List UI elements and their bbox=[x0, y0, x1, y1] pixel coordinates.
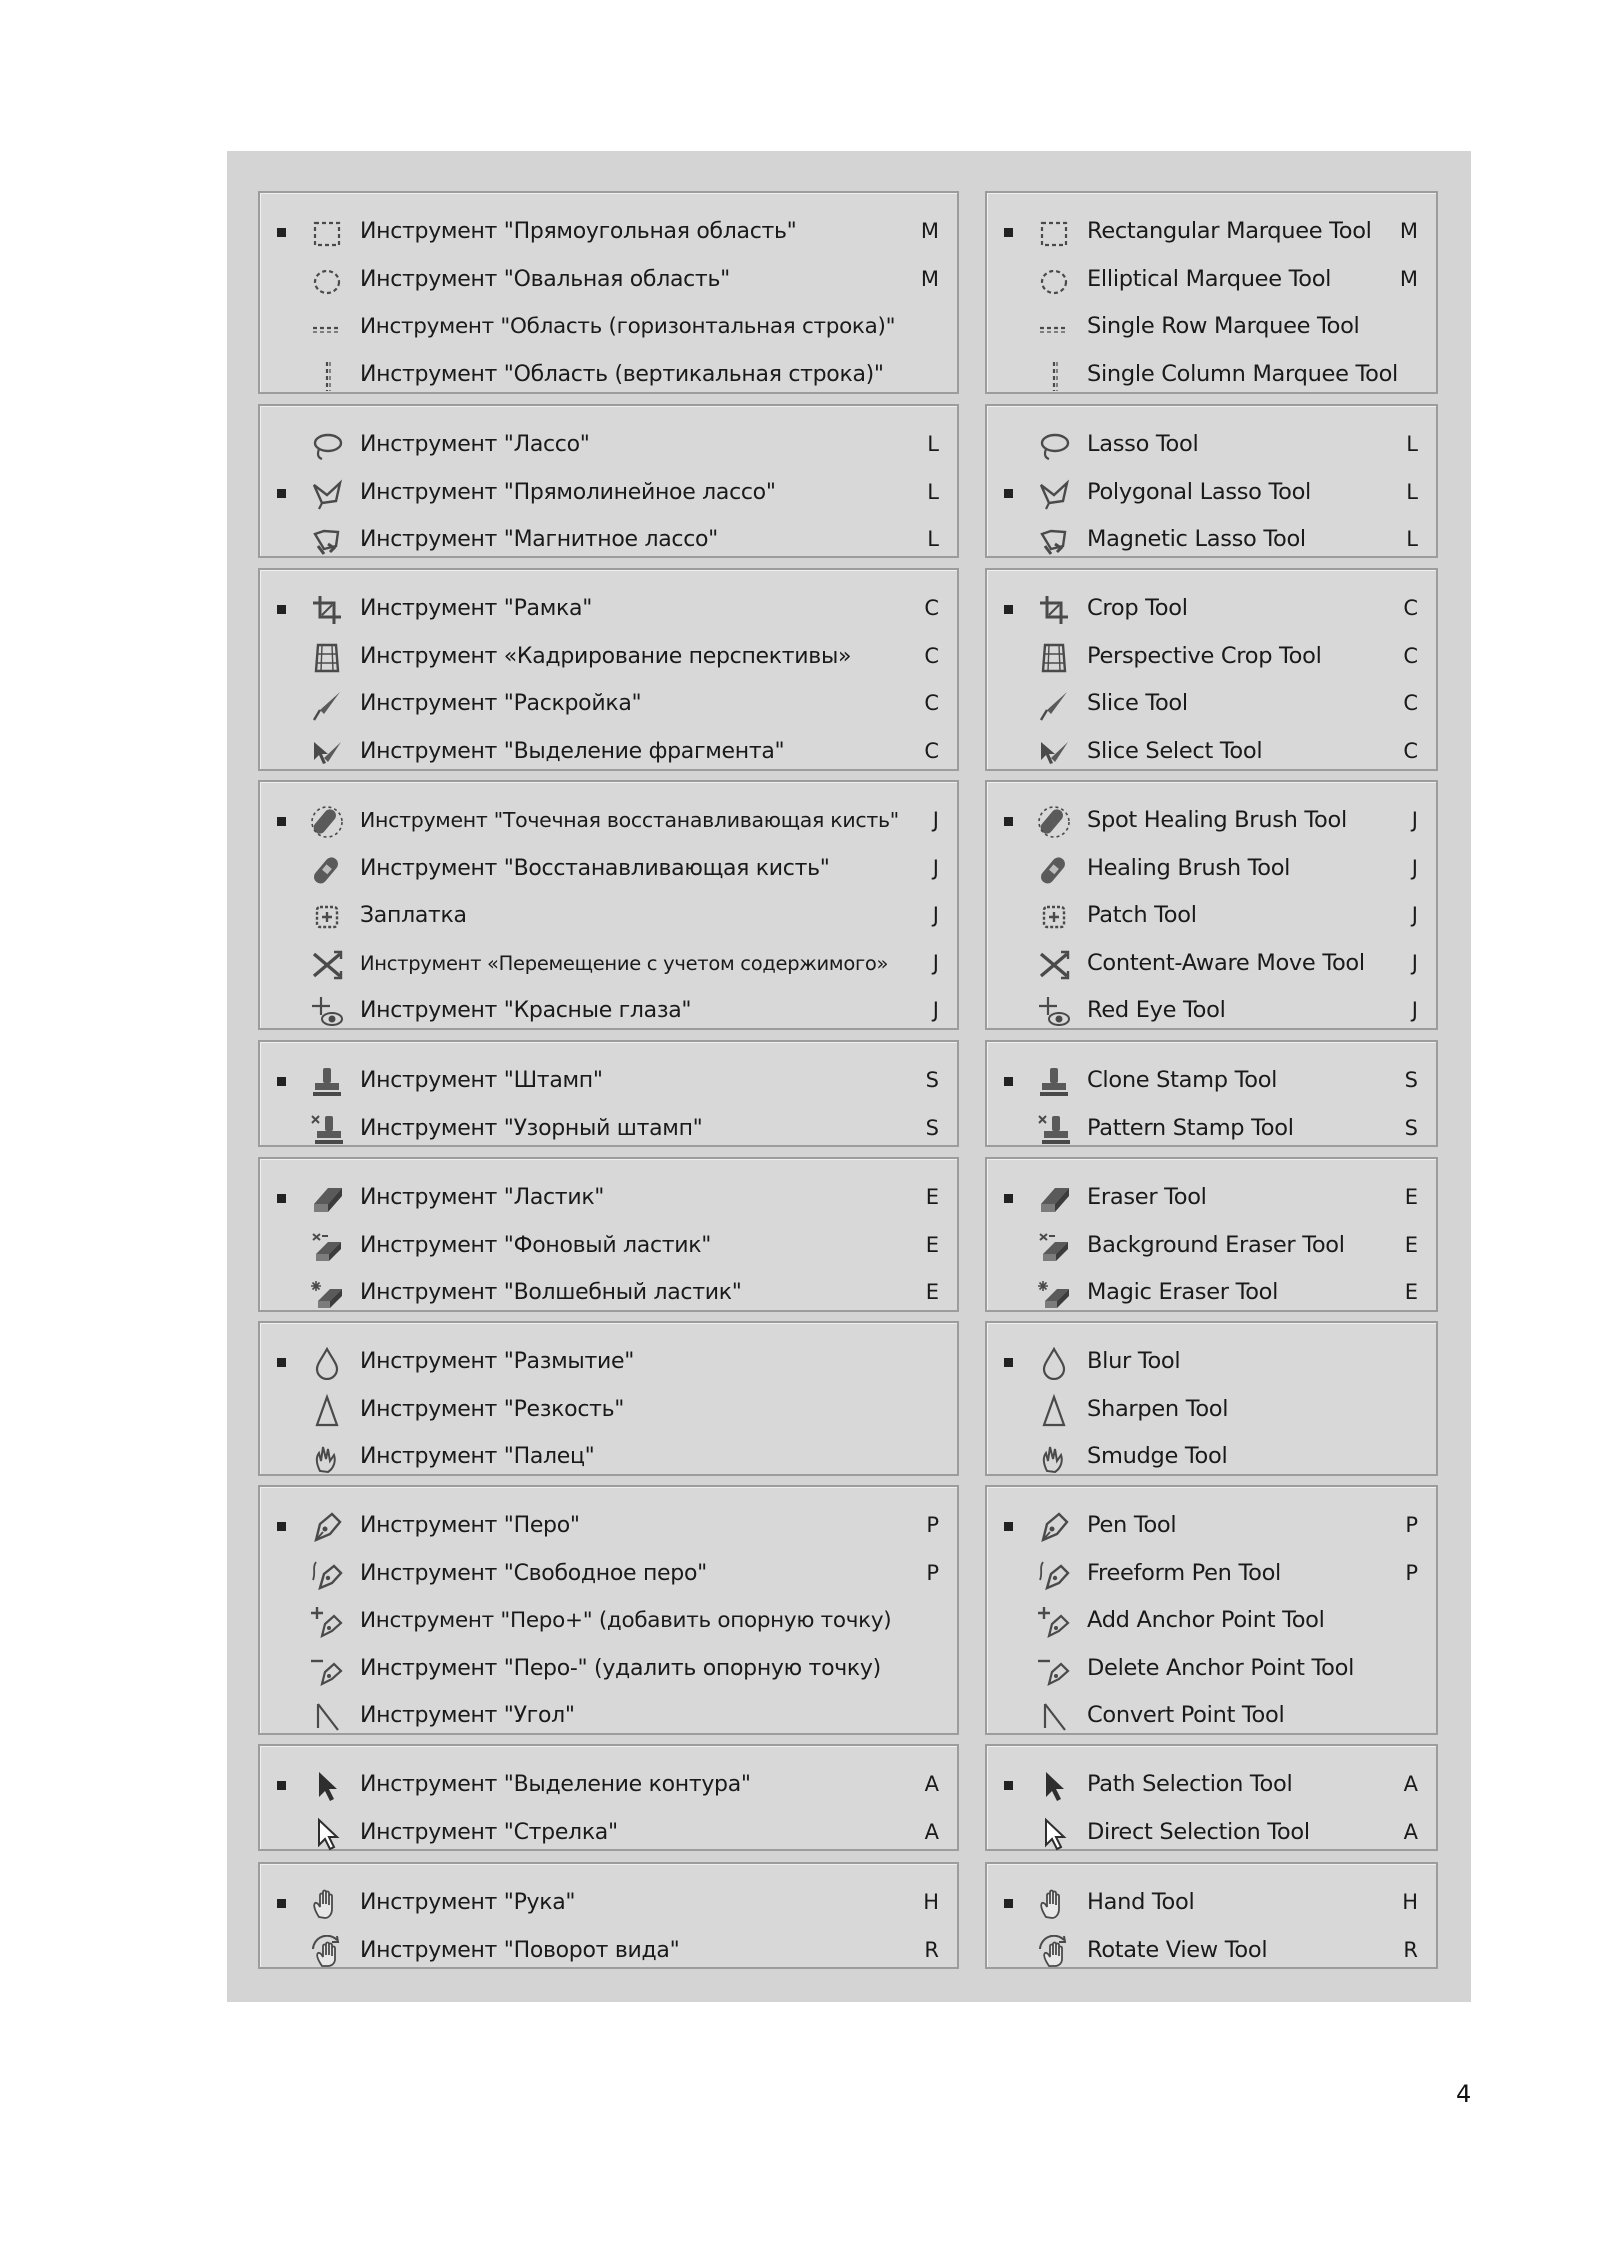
perspective-crop-icon bbox=[308, 639, 346, 677]
magic-eraser-icon bbox=[1035, 1275, 1073, 1313]
active-tool-marker bbox=[277, 1522, 286, 1531]
tool-group bbox=[258, 404, 959, 558]
spot-healing-brush-icon bbox=[1035, 803, 1073, 841]
active-tool-marker bbox=[277, 605, 286, 614]
path-selection-icon bbox=[308, 1767, 346, 1805]
tool-row[interactable] bbox=[260, 987, 957, 1034]
tool-label: Add Anchor Point Tool bbox=[1087, 1607, 1325, 1633]
rectangular-marquee-icon bbox=[308, 214, 346, 252]
tool-row[interactable] bbox=[260, 1502, 957, 1549]
tool-label: Rectangular Marquee Tool bbox=[1087, 218, 1372, 244]
tool-row[interactable] bbox=[987, 256, 1436, 303]
tool-row[interactable] bbox=[987, 1502, 1436, 1549]
tool-label: Crop Tool bbox=[1087, 595, 1188, 621]
tool-label: Lasso Tool bbox=[1087, 431, 1199, 457]
tool-label: Инструмент "Угол" bbox=[360, 1703, 575, 1728]
eraser-icon bbox=[1035, 1180, 1073, 1218]
tool-group bbox=[985, 1744, 1438, 1851]
patch-icon bbox=[1035, 898, 1073, 936]
rotate-view-icon bbox=[1035, 1933, 1073, 1971]
tool-label: Sharpen Tool bbox=[1087, 1395, 1229, 1422]
add-anchor-point-icon bbox=[308, 1603, 346, 1641]
active-tool-marker bbox=[1004, 1781, 1013, 1790]
shortcut-key: S bbox=[1404, 1115, 1418, 1140]
active-tool-marker bbox=[1004, 605, 1013, 614]
tool-label: Magnetic Lasso Tool bbox=[1087, 526, 1306, 552]
shortcut-key: M bbox=[1399, 219, 1418, 243]
tool-label: Инструмент "Область (вертикальная строка)" bbox=[360, 361, 884, 387]
tool-label: Patch Tool bbox=[1087, 902, 1197, 928]
crop-icon bbox=[308, 591, 346, 629]
tool-row[interactable] bbox=[987, 845, 1436, 892]
shortcut-key: C bbox=[1403, 691, 1418, 715]
pattern-stamp-icon bbox=[1035, 1111, 1073, 1149]
shortcut-key: A bbox=[1403, 1819, 1418, 1844]
perspective-crop-icon bbox=[1035, 639, 1073, 677]
shortcut-key: J bbox=[1411, 950, 1418, 975]
active-tool-marker bbox=[1004, 817, 1013, 826]
tool-row[interactable] bbox=[260, 1057, 957, 1104]
shortcut-key: E bbox=[925, 1232, 939, 1257]
shortcut-key: J bbox=[932, 950, 939, 975]
tool-group bbox=[985, 1321, 1438, 1476]
shortcut-key: A bbox=[1403, 1772, 1418, 1796]
magnetic-lasso-icon bbox=[1035, 522, 1073, 560]
tool-label: Инструмент "Раскройка" bbox=[360, 691, 642, 716]
spot-healing-brush-icon bbox=[308, 803, 346, 841]
content-aware-move-icon bbox=[308, 946, 346, 984]
tool-label: Magic Eraser Tool bbox=[1087, 1279, 1279, 1305]
tool-label: Path Selection Tool bbox=[1087, 1771, 1293, 1797]
tool-group bbox=[258, 1040, 959, 1147]
tool-label: Инструмент "Ластик" bbox=[360, 1185, 605, 1210]
tool-row[interactable] bbox=[987, 1761, 1436, 1808]
tool-row[interactable] bbox=[987, 303, 1436, 350]
shortcut-key: L bbox=[927, 432, 939, 456]
blur-icon bbox=[1035, 1344, 1073, 1382]
shortcut-key: L bbox=[1406, 432, 1418, 456]
convert-point-icon bbox=[1035, 1698, 1073, 1736]
tool-row[interactable] bbox=[260, 1597, 957, 1644]
tool-row[interactable] bbox=[260, 1338, 957, 1385]
tool-row[interactable] bbox=[260, 680, 957, 727]
active-tool-marker bbox=[277, 1781, 286, 1790]
tool-row[interactable] bbox=[987, 516, 1436, 563]
slice-icon bbox=[1035, 686, 1073, 724]
tool-label: Direct Selection Tool bbox=[1087, 1818, 1310, 1845]
tool-label: Инструмент "Фоновый ластик" bbox=[360, 1232, 712, 1258]
tool-row[interactable] bbox=[260, 1692, 957, 1739]
tool-row[interactable] bbox=[987, 1597, 1436, 1644]
direct-selection-icon bbox=[1035, 1815, 1073, 1853]
tool-row[interactable] bbox=[260, 1174, 957, 1221]
tool-row[interactable] bbox=[260, 585, 957, 632]
single-row-marquee-icon bbox=[1035, 309, 1073, 347]
tool-group bbox=[985, 1485, 1438, 1735]
page-number: 4 bbox=[1456, 2080, 1472, 2108]
freeform-pen-icon bbox=[1035, 1556, 1073, 1594]
tool-row[interactable] bbox=[987, 1809, 1436, 1856]
shortcut-key: C bbox=[1403, 738, 1418, 763]
tool-row[interactable] bbox=[987, 1338, 1436, 1385]
tool-label: Rotate View Tool bbox=[1087, 1936, 1268, 1963]
tool-row[interactable] bbox=[987, 469, 1436, 516]
tool-group bbox=[258, 1157, 959, 1312]
clone-stamp-icon bbox=[308, 1063, 346, 1101]
tool-row[interactable] bbox=[987, 585, 1436, 632]
red-eye-icon bbox=[1035, 993, 1073, 1031]
sharpen-icon bbox=[308, 1392, 346, 1430]
shortcut-key: R bbox=[924, 1937, 939, 1962]
slice-icon bbox=[308, 686, 346, 724]
tool-group bbox=[985, 1157, 1438, 1312]
red-eye-icon bbox=[308, 993, 346, 1031]
hand-icon bbox=[1035, 1885, 1073, 1923]
tool-row[interactable] bbox=[987, 351, 1436, 398]
tool-row[interactable] bbox=[260, 1809, 957, 1856]
shortcut-key: A bbox=[924, 1819, 939, 1844]
active-tool-marker bbox=[277, 489, 286, 498]
shortcut-key: S bbox=[1404, 1068, 1418, 1092]
shortcut-key: E bbox=[1404, 1232, 1418, 1257]
tool-row[interactable] bbox=[260, 421, 957, 468]
tool-label: Slice Tool bbox=[1087, 690, 1188, 716]
blur-icon bbox=[308, 1344, 346, 1382]
tool-label: Инструмент "Палец" bbox=[360, 1444, 595, 1469]
active-tool-marker bbox=[1004, 1522, 1013, 1531]
background-eraser-icon bbox=[308, 1228, 346, 1266]
tool-row[interactable] bbox=[987, 1222, 1436, 1269]
tool-group bbox=[258, 1321, 959, 1476]
active-tool-marker bbox=[1004, 1358, 1013, 1367]
delete-anchor-point-icon bbox=[308, 1651, 346, 1689]
tool-label: Инструмент «Кадрирование перспективы» bbox=[360, 643, 852, 669]
single-row-marquee-icon bbox=[308, 309, 346, 347]
tool-label: Pattern Stamp Tool bbox=[1087, 1114, 1294, 1141]
tool-label: Заплатка bbox=[360, 903, 467, 928]
tool-label: Инструмент "Выделение контура" bbox=[360, 1772, 751, 1797]
tool-group bbox=[258, 1744, 959, 1851]
tool-label: Spot Healing Brush Tool bbox=[1087, 807, 1347, 833]
tool-label: Smudge Tool bbox=[1087, 1443, 1228, 1469]
shortcut-key: M bbox=[1399, 266, 1418, 291]
tool-label: Инструмент "Узорный штамп" bbox=[360, 1115, 703, 1141]
tool-label: Инструмент "Размытие" bbox=[360, 1349, 635, 1374]
tool-group bbox=[258, 1485, 959, 1735]
tool-label: Content-Aware Move Tool bbox=[1087, 949, 1365, 976]
single-column-marquee-icon bbox=[308, 357, 346, 395]
tool-label: Slice Select Tool bbox=[1087, 737, 1263, 764]
shortcut-key: E bbox=[925, 1185, 939, 1209]
tool-group bbox=[985, 191, 1438, 394]
tool-row[interactable] bbox=[260, 351, 957, 398]
tool-row[interactable] bbox=[260, 1105, 957, 1152]
elliptical-marquee-icon bbox=[1035, 262, 1073, 300]
shortcut-key: M bbox=[920, 266, 939, 291]
tool-row[interactable] bbox=[987, 1057, 1436, 1104]
tool-row[interactable] bbox=[987, 892, 1436, 939]
tool-row[interactable] bbox=[260, 1645, 957, 1692]
tools-reference-panel bbox=[227, 151, 1471, 2002]
shortcut-key: J bbox=[1411, 998, 1418, 1022]
delete-anchor-point-icon bbox=[1035, 1651, 1073, 1689]
shortcut-key: P bbox=[926, 1513, 939, 1537]
tool-row[interactable] bbox=[987, 1927, 1436, 1974]
tool-group bbox=[258, 191, 959, 394]
tool-group bbox=[985, 404, 1438, 558]
crop-icon bbox=[1035, 591, 1073, 629]
shortcut-key: C bbox=[1403, 643, 1418, 668]
tool-row[interactable] bbox=[260, 728, 957, 775]
tool-group bbox=[985, 1040, 1438, 1147]
lasso-icon bbox=[308, 427, 346, 465]
tool-row[interactable] bbox=[260, 469, 957, 516]
freeform-pen-icon bbox=[308, 1556, 346, 1594]
tool-group bbox=[258, 1862, 959, 1969]
content-aware-move-icon bbox=[1035, 946, 1073, 984]
smudge-icon bbox=[308, 1439, 346, 1477]
tool-row[interactable] bbox=[987, 633, 1436, 680]
shortcut-key: J bbox=[932, 808, 939, 832]
tool-group bbox=[258, 568, 959, 771]
tool-row[interactable] bbox=[260, 845, 957, 892]
tool-label: Инструмент "Свободное перо" bbox=[360, 1560, 707, 1586]
tool-row[interactable] bbox=[987, 1269, 1436, 1316]
tool-row[interactable] bbox=[987, 1645, 1436, 1692]
tool-row[interactable] bbox=[260, 1550, 957, 1597]
active-tool-marker bbox=[1004, 1077, 1013, 1086]
shortcut-key: J bbox=[932, 855, 939, 880]
tool-row[interactable] bbox=[987, 1386, 1436, 1433]
smudge-icon bbox=[1035, 1439, 1073, 1477]
tool-label: Инструмент "Область (горизонтальная строка)" bbox=[360, 314, 896, 339]
hand-icon bbox=[308, 1885, 346, 1923]
active-tool-marker bbox=[277, 228, 286, 237]
healing-brush-icon bbox=[1035, 851, 1073, 889]
tool-label: Eraser Tool bbox=[1087, 1184, 1207, 1210]
shortcut-key: J bbox=[1411, 855, 1418, 880]
rotate-view-icon bbox=[308, 1933, 346, 1971]
shortcut-key: R bbox=[1403, 1937, 1418, 1962]
tool-row[interactable] bbox=[987, 1879, 1436, 1926]
shortcut-key: E bbox=[1404, 1280, 1418, 1304]
active-tool-marker bbox=[1004, 1899, 1013, 1908]
shortcut-key: P bbox=[926, 1560, 939, 1585]
tool-row[interactable] bbox=[987, 1174, 1436, 1221]
shortcut-key: C bbox=[924, 691, 939, 715]
tool-label: Инструмент "Перо+" (добавить опорную точку) bbox=[360, 1608, 892, 1633]
tool-row[interactable] bbox=[260, 797, 957, 844]
tool-row[interactable] bbox=[987, 728, 1436, 775]
active-tool-marker bbox=[277, 1358, 286, 1367]
tool-label: Инструмент "Овальная область" bbox=[360, 266, 730, 292]
tool-label: Инструмент "Перо" bbox=[360, 1513, 580, 1538]
magnetic-lasso-icon bbox=[308, 522, 346, 560]
shortcut-key: H bbox=[923, 1890, 939, 1914]
slice-select-icon bbox=[308, 734, 346, 772]
shortcut-key: J bbox=[1411, 903, 1418, 927]
tool-label: Инструмент "Поворот вида" bbox=[360, 1937, 680, 1963]
tool-row[interactable] bbox=[260, 208, 957, 255]
tool-row[interactable] bbox=[987, 1550, 1436, 1597]
shortcut-key: S bbox=[925, 1115, 939, 1140]
tool-row[interactable] bbox=[987, 1433, 1436, 1480]
active-tool-marker bbox=[1004, 228, 1013, 237]
tool-label: Red Eye Tool bbox=[1087, 997, 1226, 1023]
tool-label: Инструмент "Прямоугольная область" bbox=[360, 219, 797, 244]
tool-row[interactable] bbox=[260, 940, 957, 987]
shortcut-key: C bbox=[1403, 596, 1418, 620]
pen-icon bbox=[1035, 1508, 1073, 1546]
tool-row[interactable] bbox=[260, 516, 957, 563]
tool-group bbox=[985, 780, 1438, 1030]
tool-label: Blur Tool bbox=[1087, 1348, 1181, 1374]
tool-row[interactable] bbox=[260, 1761, 957, 1808]
shortcut-key: L bbox=[1406, 527, 1418, 551]
shortcut-key: C bbox=[924, 643, 939, 668]
tool-label: Инструмент "Штамп" bbox=[360, 1068, 603, 1093]
tool-group bbox=[258, 780, 959, 1030]
tool-label: Инструмент "Красные глаза" bbox=[360, 998, 692, 1023]
clone-stamp-icon bbox=[1035, 1063, 1073, 1101]
slice-select-icon bbox=[1035, 734, 1073, 772]
tool-row[interactable] bbox=[260, 303, 957, 350]
polygonal-lasso-icon bbox=[308, 475, 346, 513]
shortcut-key: P bbox=[1405, 1560, 1418, 1585]
shortcut-key: L bbox=[1406, 479, 1418, 504]
active-tool-marker bbox=[277, 1077, 286, 1086]
tool-row[interactable] bbox=[987, 797, 1436, 844]
patch-icon bbox=[308, 898, 346, 936]
tool-label: Инструмент «Перемещение с учетом содержимого» bbox=[360, 951, 889, 975]
tool-row[interactable] bbox=[260, 1879, 957, 1926]
tool-row[interactable] bbox=[260, 1927, 957, 1974]
tool-row[interactable] bbox=[260, 633, 957, 680]
shortcut-key: P bbox=[1405, 1513, 1418, 1537]
tool-row[interactable] bbox=[260, 1433, 957, 1480]
tool-group bbox=[985, 1862, 1438, 1969]
tool-label: Background Eraser Tool bbox=[1087, 1231, 1345, 1258]
shortcut-key: L bbox=[927, 479, 939, 504]
shortcut-key: E bbox=[925, 1280, 939, 1304]
tool-label: Инструмент "Выделение фрагмента" bbox=[360, 738, 785, 764]
pattern-stamp-icon bbox=[308, 1111, 346, 1149]
background-eraser-icon bbox=[1035, 1228, 1073, 1266]
tool-label: Hand Tool bbox=[1087, 1889, 1195, 1915]
tool-row[interactable] bbox=[987, 1105, 1436, 1152]
shortcut-key: C bbox=[924, 738, 939, 763]
active-tool-marker bbox=[277, 817, 286, 826]
tool-row[interactable] bbox=[260, 1386, 957, 1433]
tool-label: Single Column Marquee Tool bbox=[1087, 360, 1398, 387]
path-selection-icon bbox=[1035, 1767, 1073, 1805]
tool-row[interactable] bbox=[987, 1692, 1436, 1739]
tool-label: Инструмент "Резкость" bbox=[360, 1396, 625, 1422]
tool-label: Convert Point Tool bbox=[1087, 1702, 1285, 1728]
tool-label: Инструмент "Прямолинейное лассо" bbox=[360, 479, 776, 505]
rectangular-marquee-icon bbox=[1035, 214, 1073, 252]
eraser-icon bbox=[308, 1180, 346, 1218]
tool-label: Инструмент "Восстанавливающая кисть" bbox=[360, 855, 830, 881]
shortcut-key: J bbox=[1411, 808, 1418, 832]
tool-label: Инструмент "Лассо" bbox=[360, 432, 590, 457]
tool-label: Elliptical Marquee Tool bbox=[1087, 265, 1332, 292]
tool-group bbox=[985, 568, 1438, 771]
tool-row[interactable] bbox=[260, 1269, 957, 1316]
tool-label: Perspective Crop Tool bbox=[1087, 642, 1322, 669]
shortcut-key: S bbox=[925, 1068, 939, 1092]
tool-label: Polygonal Lasso Tool bbox=[1087, 478, 1311, 505]
tool-label: Healing Brush Tool bbox=[1087, 854, 1291, 881]
tool-label: Инструмент "Рука" bbox=[360, 1890, 576, 1915]
tool-label: Инструмент "Волшебный ластик" bbox=[360, 1280, 742, 1305]
tool-label: Инструмент "Стрелка" bbox=[360, 1819, 618, 1845]
healing-brush-icon bbox=[308, 851, 346, 889]
add-anchor-point-icon bbox=[1035, 1603, 1073, 1641]
lasso-icon bbox=[1035, 427, 1073, 465]
tool-row[interactable] bbox=[260, 892, 957, 939]
tool-label: Инструмент "Магнитное лассо" bbox=[360, 527, 718, 552]
tool-label: Single Row Marquee Tool bbox=[1087, 313, 1360, 339]
tool-row[interactable] bbox=[260, 1222, 957, 1269]
tool-row[interactable] bbox=[987, 987, 1436, 1034]
convert-point-icon bbox=[308, 1698, 346, 1736]
polygonal-lasso-icon bbox=[1035, 475, 1073, 513]
tool-row[interactable] bbox=[260, 256, 957, 303]
tool-label: Pen Tool bbox=[1087, 1512, 1177, 1538]
pen-icon bbox=[308, 1508, 346, 1546]
tool-row[interactable] bbox=[987, 208, 1436, 255]
shortcut-key: E bbox=[1404, 1185, 1418, 1209]
shortcut-key: A bbox=[924, 1772, 939, 1796]
active-tool-marker bbox=[1004, 489, 1013, 498]
tool-row[interactable] bbox=[987, 421, 1436, 468]
active-tool-marker bbox=[1004, 1194, 1013, 1203]
shortcut-key: H bbox=[1402, 1890, 1418, 1914]
sharpen-icon bbox=[1035, 1392, 1073, 1430]
shortcut-key: J bbox=[932, 998, 939, 1022]
shortcut-key: C bbox=[924, 596, 939, 620]
tool-label: Инструмент "Точечная восстанавливающая кисть" bbox=[360, 808, 899, 832]
single-column-marquee-icon bbox=[1035, 357, 1073, 395]
tool-row[interactable] bbox=[987, 680, 1436, 727]
tool-label: Clone Stamp Tool bbox=[1087, 1067, 1278, 1093]
magic-eraser-icon bbox=[308, 1275, 346, 1313]
tool-label: Инструмент "Перо-" (удалить опорную точку) bbox=[360, 1655, 881, 1681]
tool-row[interactable] bbox=[987, 940, 1436, 987]
shortcut-key: M bbox=[920, 219, 939, 243]
active-tool-marker bbox=[277, 1899, 286, 1908]
shortcut-key: L bbox=[927, 527, 939, 551]
tool-label: Freeform Pen Tool bbox=[1087, 1559, 1281, 1586]
tool-label: Инструмент "Рамка" bbox=[360, 596, 593, 621]
elliptical-marquee-icon bbox=[308, 262, 346, 300]
tool-label: Delete Anchor Point Tool bbox=[1087, 1654, 1355, 1681]
shortcut-key: J bbox=[932, 903, 939, 927]
active-tool-marker bbox=[277, 1194, 286, 1203]
direct-selection-icon bbox=[308, 1815, 346, 1853]
